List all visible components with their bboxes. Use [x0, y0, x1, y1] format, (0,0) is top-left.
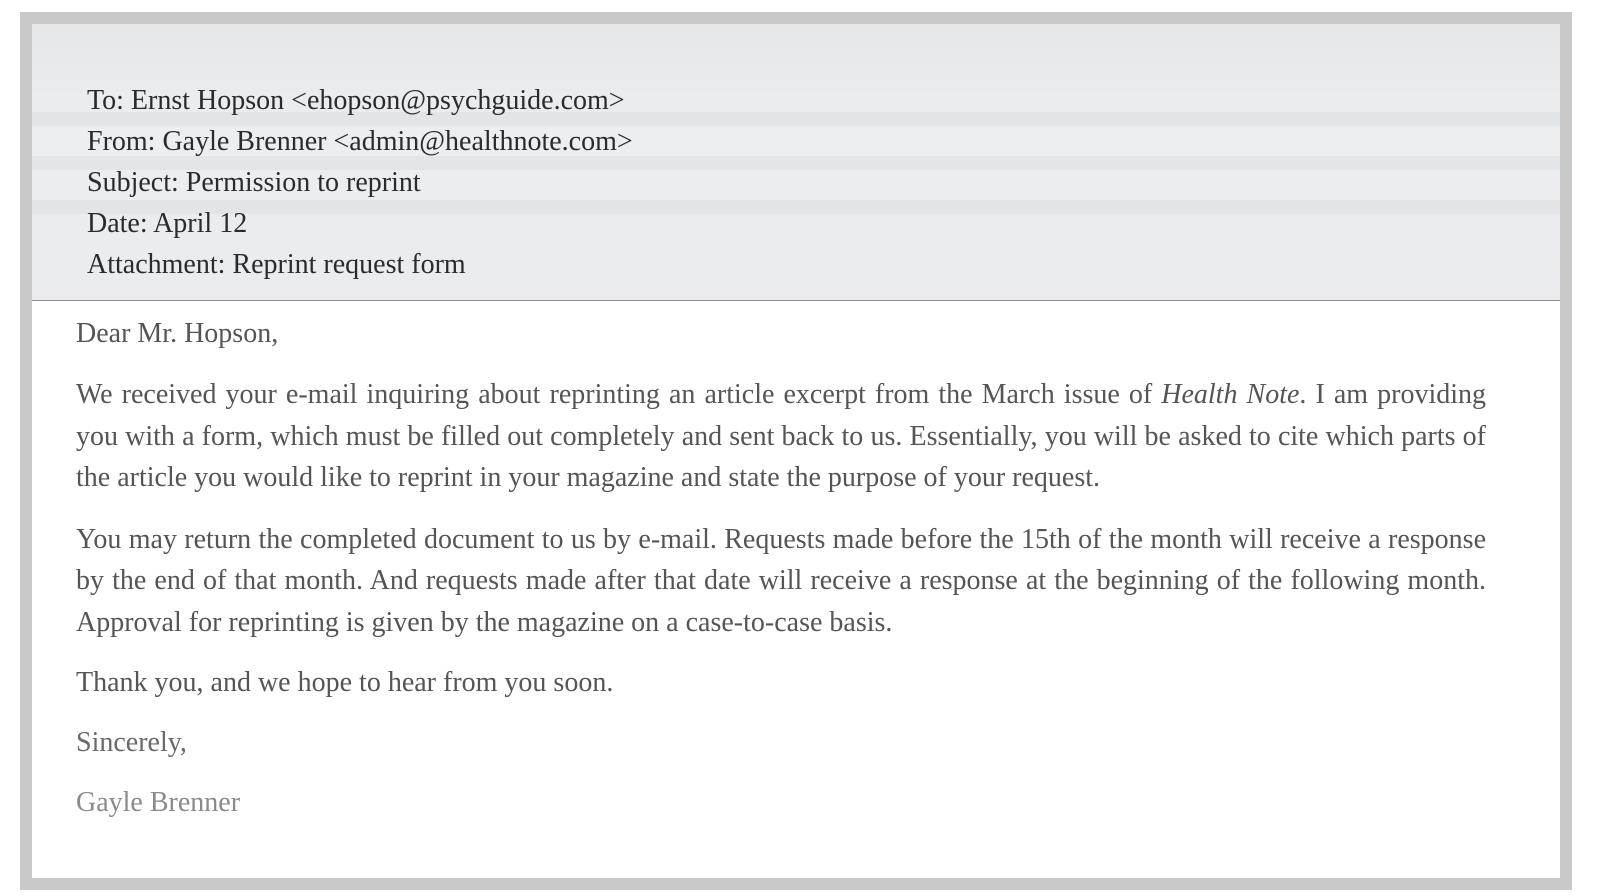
- email-header: [32, 24, 1560, 301]
- paragraph-2: You may return the completed document to us by e-mail. Requests made before the 15th of the month will receive a response by the end of that month. And requests made after that date will receive a response at the beginning of the following month. Approval for reprinting is given by the magazine on a case-to-case basis.: [76, 523, 1486, 638]
- paragraph-1-text-end: . I am providing you with a form, which must be filled out completely and sent back to us. Essentially, you will be asked to cite which parts of the article you would like to reprint in your magazine and state the purpose of your request.: [76, 379, 1486, 493]
- closing-line: Thank you, and we hope to hear from you soon.: [76, 667, 614, 698]
- signoff: Sincerely,: [76, 727, 187, 758]
- email-frame: [20, 12, 1572, 890]
- email-header-fields: [87, 80, 633, 285]
- paragraph-1: [76, 374, 1486, 499]
- email-date: Date: April 12: [87, 208, 248, 239]
- publication-title: Health Note: [1161, 379, 1300, 410]
- email-to: To: Ernst Hopson <ehopson@psychguide.com>: [87, 85, 625, 116]
- email-attachment: Attachment: Reprint request form: [87, 249, 466, 280]
- salutation: Dear Mr. Hopson,: [76, 318, 279, 349]
- email-from: From: Gayle Brenner <admin@healthnote.com>: [87, 126, 633, 157]
- email-subject: Subject: Permission to reprint: [87, 167, 421, 198]
- signature: Gayle Brenner: [76, 787, 241, 818]
- email-body: [76, 314, 1486, 823]
- paragraph-1-text-start: We received your e-mail inquiring about reprinting an article excerpt from the March issue of: [76, 379, 1162, 410]
